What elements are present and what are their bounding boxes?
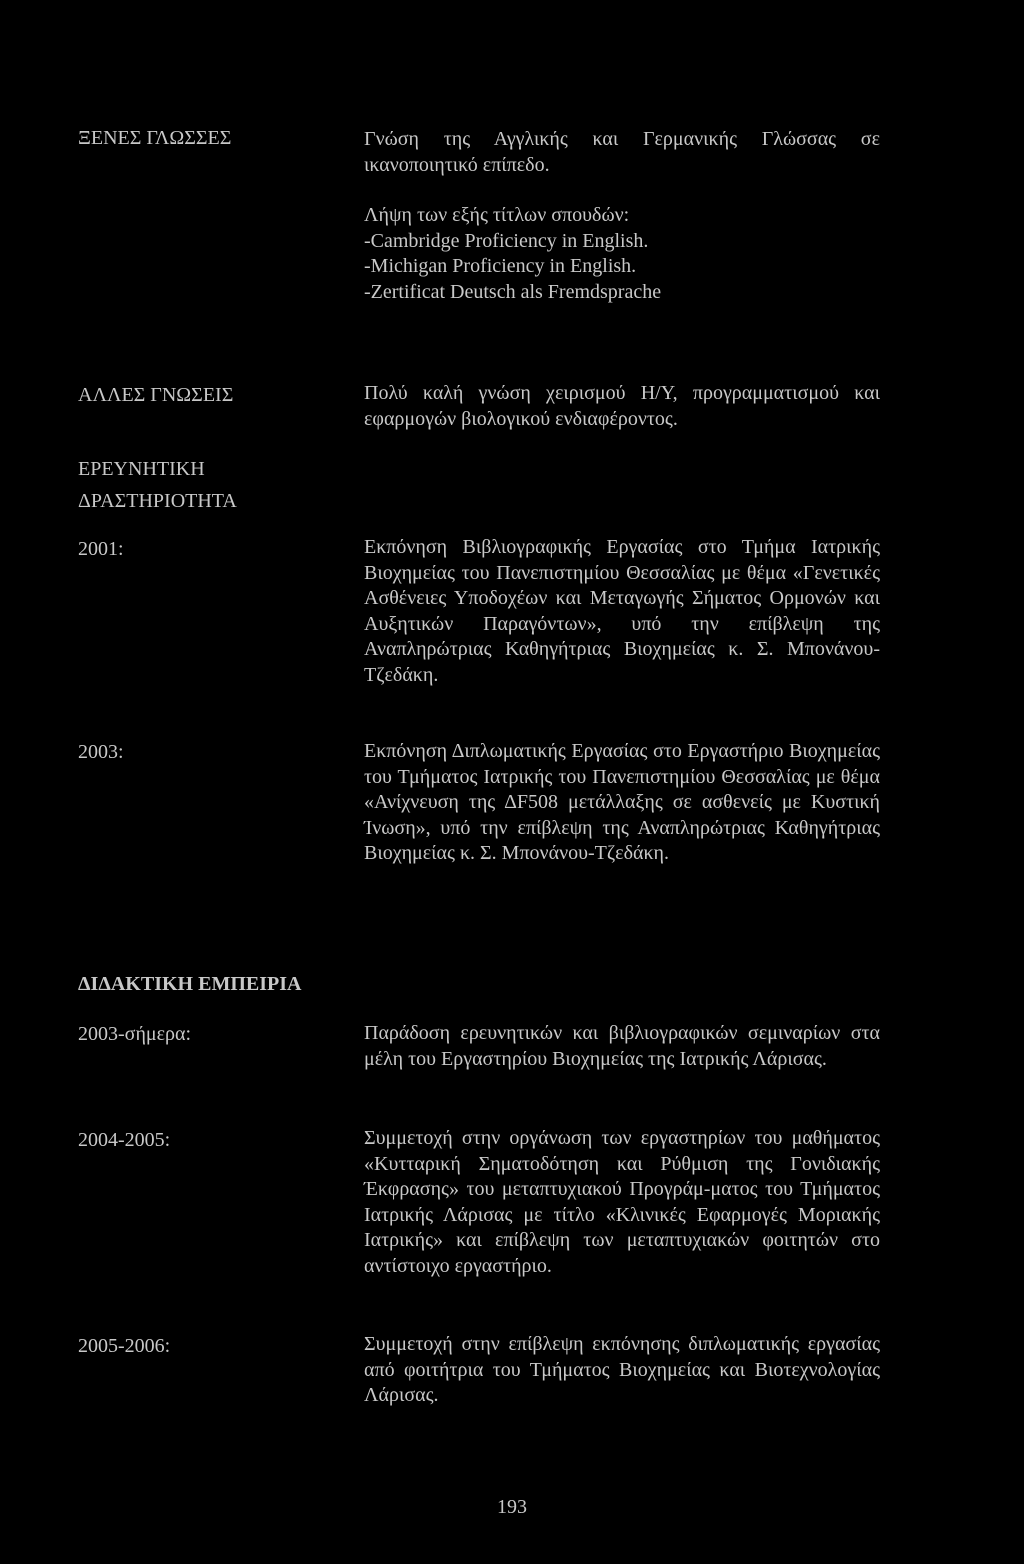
research-heading-line2: ΔΡΑΣΤΗΡΙΟΤΗΤΑ (78, 490, 237, 512)
language-title-michigan: -Michigan Proficiency in English. (364, 255, 637, 277)
other-knowledge-heading: ΑΛΛΕΣ ΓΝΩΣΕΙΣ (78, 384, 234, 406)
language-title-cambridge: -Cambridge Proficiency in English. (364, 229, 649, 252)
other-knowledge-text: Πολύ καλή γνώση χειρισμού Η/Υ, προγραμματισμού και εφαρμογών βιολογικού ενδιαφέροντος. (364, 382, 880, 430)
research-year-2001: 2001: (78, 538, 124, 560)
other-knowledge-section (364, 381, 880, 432)
teaching-period-2003: 2003-σήμερα: (78, 1023, 192, 1045)
teaching-text-2004: Συμμετοχή στην οργάνωση των εργαστηρίων του μαθήματος «Κυτταρική Σηματοδότηση και Ρύθμιση της Γονιδιακής Έκφρασης» του μεταπτυχιακού Προγράμ-ματος του Τμήματος Ιατρικής Λάρισας με τίτλο «Κλινικές Εφαρμογές Μοριακής Ιατρικής» και επίβλεψη των μεταπτυχιακών φοιτητών στο αντίστοιχο εργαστήριο. (364, 1127, 880, 1277)
page-number: 193 (497, 1496, 527, 1518)
languages-section (364, 127, 880, 305)
research-entry-2003 (364, 739, 880, 867)
research-year-2003: 2003: (78, 741, 124, 763)
research-heading-line1: ΕΡΕΥΝΗΤΙΚΗ (78, 458, 205, 480)
research-text-2001: Εκπόνηση Βιβλιογραφικής Εργασίας στο Τμήμα Ιατρικής Βιοχημείας του Πανεπιστημίου Θεσσαλίας με θέμα «Γενετικές Ασθένειες Υποδοχέων και Μεταγωγής Σήματος Ορμονών και Αυξητικών Παραγόντων», υπό την επίβλεψη της Αναπληρώτριας Καθηγήτριας Βιοχημείας κ. Σ. Μπονάνου-Τζεδάκη. (364, 536, 880, 686)
research-text-2003: Εκπόνηση Διπλωματικής Εργασίας στο Εργαστήριο Βιοχημείας του Τμήματος Ιατρικής του Πανεπιστημίου Θεσσαλίας με θέμα «Ανίχνευση της ΔF508 μετάλλαξης σε ασθενείς με Κυστική Ίνωση», υπό την επίβλεψη της Αναπληρώτριας Καθηγήτριας Βιοχημείας κ. Σ. Μπονάνου-Τζεδάκη. (364, 740, 880, 864)
teaching-text-2005: Συμμετοχή στην επίβλεψη εκπόνησης διπλωματικής εργασίας από φοιτήτρια του Τμήματος Βιοχημείας και Βιοτεχνολογίας Λάρισας. (364, 1333, 880, 1406)
teaching-heading: ΔΙΔΑΚΤΙΚΗ ΕΜΠΕΙΡΙΑ (78, 973, 302, 995)
teaching-period-2004: 2004-2005: (78, 1129, 171, 1151)
languages-intro: Λήψη των εξής τίτλων σπουδών: (364, 204, 630, 226)
research-entry-2001 (364, 535, 880, 688)
teaching-entry-2004 (364, 1126, 880, 1279)
teaching-text-2003: Παράδοση ερευνητικών και βιβλιογραφικών σεμιναρίων στα μέλη του Εργαστηρίου Βιοχημείας της Ιατρικής Λάρισας. (364, 1022, 880, 1070)
teaching-period-2005: 2005-2006: (78, 1335, 171, 1357)
research-heading (78, 453, 237, 517)
languages-heading: ΞΕΝΕΣ ΓΛΩΣΣΕΣ (78, 127, 232, 149)
teaching-entry-2003 (364, 1021, 880, 1072)
teaching-entry-2005 (364, 1332, 880, 1409)
languages-paragraph: Γνώση της Αγγλικής και Γερμανικής Γλώσσας σε ικανοποιητικό επίπεδο. (364, 128, 880, 176)
language-title-zertificat: -Zertificat Deutsch als Fremdsprache (364, 280, 662, 303)
